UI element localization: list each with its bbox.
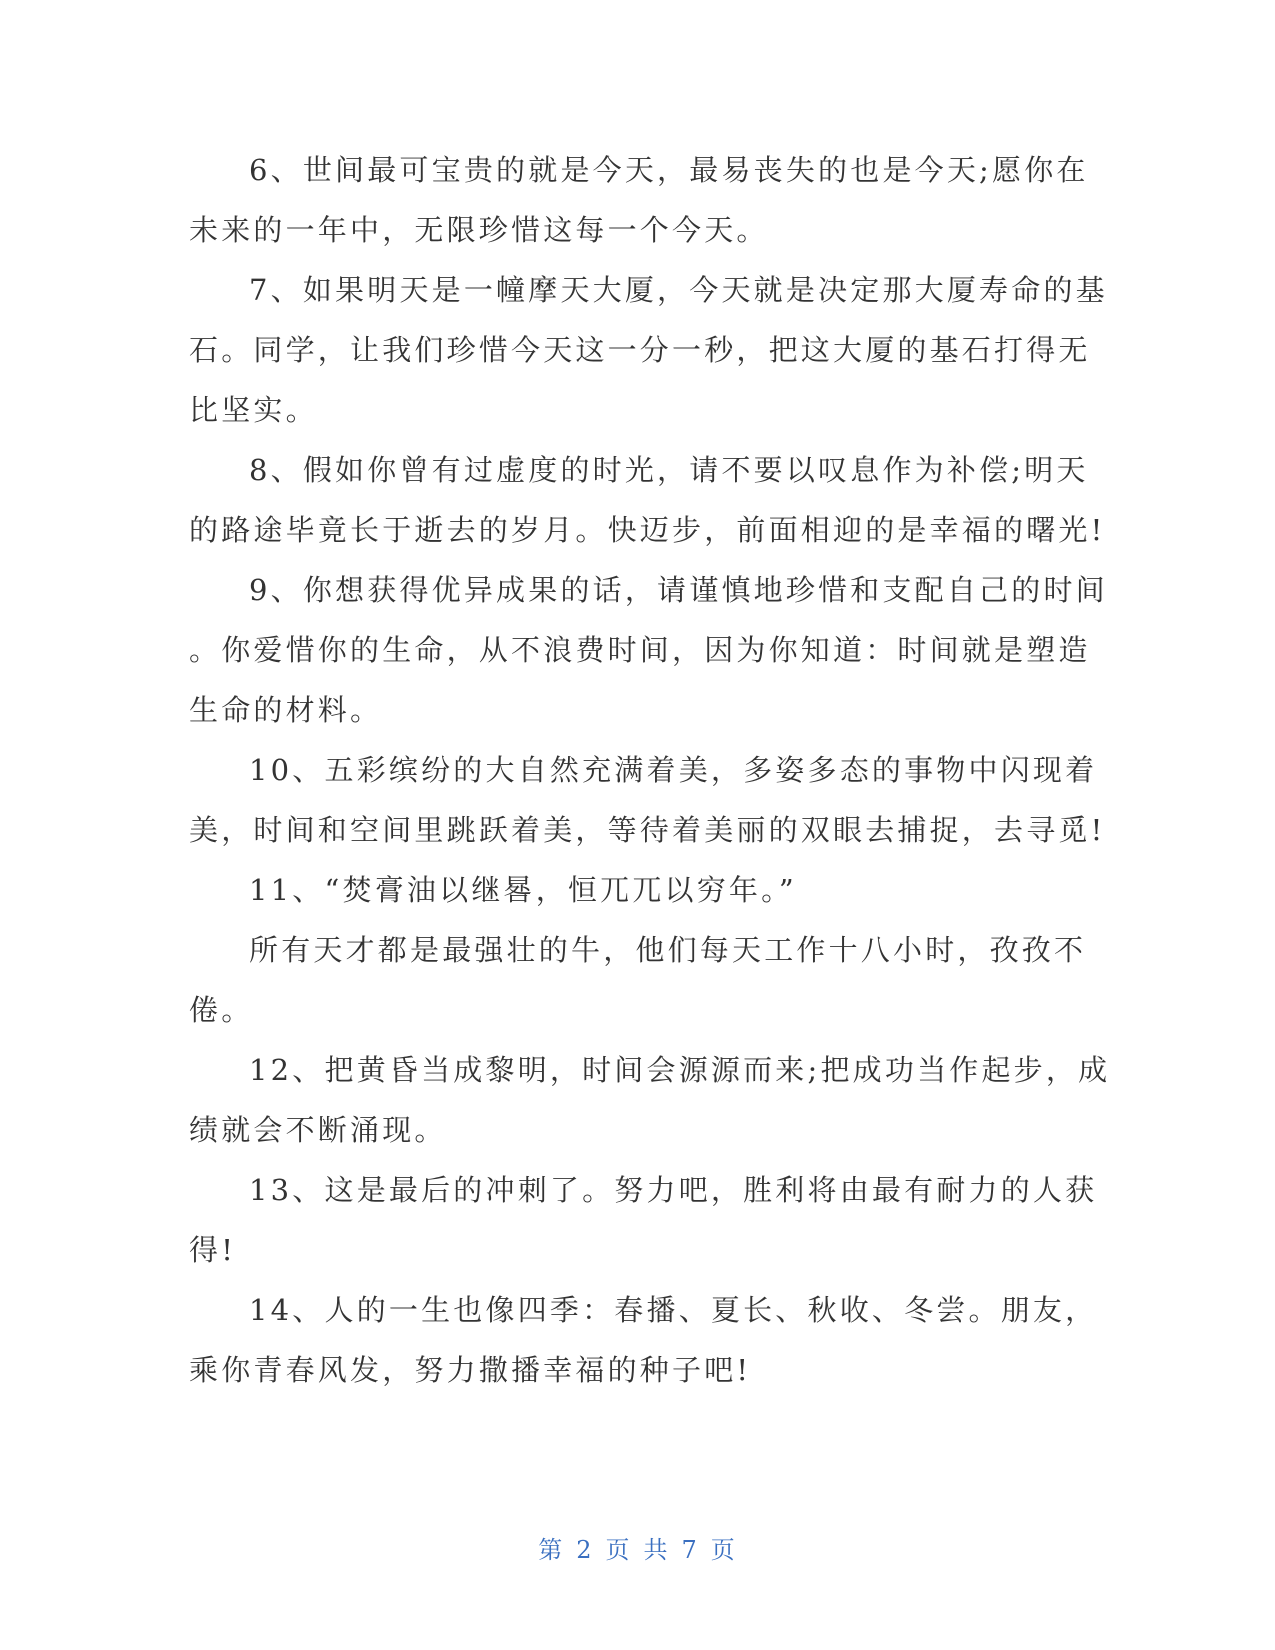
paragraph-10 bbox=[189, 740, 1106, 860]
text-line: 11、“焚膏油以继晷，恒兀兀以穷年。” bbox=[249, 873, 797, 907]
paragraph-9 bbox=[189, 560, 1108, 740]
text-line: 10、五彩缤纷的大自然充满着美，多姿多态的事物中闪现着 bbox=[249, 753, 1098, 787]
document-body bbox=[189, 140, 1111, 1400]
text-line: 未来的一年中，无限珍惜这每一个今天。 bbox=[189, 213, 769, 247]
page-number-footer bbox=[0, 1530, 1275, 1565]
text-line: 13、这是最后的冲刺了。努力吧，胜利将由最有耐力的人获 bbox=[249, 1173, 1098, 1207]
paragraph-6 bbox=[189, 140, 1089, 260]
text-line: 乘你青春风发，努力撒播幸福的种子吧! bbox=[189, 1353, 752, 1387]
text-line: 绩就会不断涌现。 bbox=[189, 1113, 447, 1147]
text-line: 生命的材料。 bbox=[189, 693, 383, 727]
text-line: 9、你想获得优异成果的话，请谨慎地珍惜和支配自己的时间 bbox=[249, 573, 1108, 607]
text-line: 比坚实。 bbox=[189, 393, 318, 427]
paragraph-12 bbox=[189, 1040, 1111, 1160]
text-line: 石。同学，让我们珍惜今天这一分一秒，把这大厦的基石打得无 bbox=[189, 333, 1091, 367]
footer-total-word: 共 bbox=[643, 1536, 670, 1564]
paragraph-11-continuation bbox=[189, 920, 1087, 1040]
current-page-number: 2 bbox=[576, 1536, 594, 1564]
footer-suffix: 页 bbox=[710, 1536, 737, 1564]
text-line: 倦。 bbox=[189, 993, 254, 1027]
paragraph-7 bbox=[189, 260, 1108, 440]
text-line: 美，时间和空间里跳跃着美，等待着美丽的双眼去捕捉，去寻觅! bbox=[189, 813, 1106, 847]
text-line: 12、把黄昏当成黎明，时间会源源而来;把成功当作起步，成 bbox=[249, 1053, 1111, 1087]
text-line: 的路途毕竟长于逝去的岁月。快迈步，前面相迎的是幸福的曙光! bbox=[189, 513, 1106, 547]
text-line: 6、世间最可宝贵的就是今天，最易丧失的也是今天;愿你在 bbox=[249, 153, 1089, 187]
paragraph-8 bbox=[189, 440, 1106, 560]
footer-page-word: 页 bbox=[605, 1536, 632, 1564]
text-line: 7、如果明天是一幢摩天大厦，今天就是决定那大厦寿命的基 bbox=[249, 273, 1108, 307]
total-page-number: 7 bbox=[681, 1536, 699, 1564]
paragraph-11 bbox=[189, 860, 1074, 920]
text-line: 所有天才都是最强壮的牛，他们每天工作十八小时，孜孜不 bbox=[249, 933, 1087, 967]
text-line: 。你爱惜你的生命，从不浪费时间，因为你知道：时间就是塑造 bbox=[189, 633, 1091, 667]
text-line: 得! bbox=[189, 1233, 237, 1267]
text-line: 14、人的一生也像四季：春播、夏长、秋收、冬尝。朋友， bbox=[249, 1293, 1098, 1327]
paragraph-14 bbox=[189, 1280, 1098, 1400]
text-line: 8、假如你曾有过虚度的时光，请不要以叹息作为补偿;明天 bbox=[249, 453, 1089, 487]
paragraph-13 bbox=[189, 1160, 1098, 1280]
footer-prefix: 第 bbox=[538, 1536, 565, 1564]
